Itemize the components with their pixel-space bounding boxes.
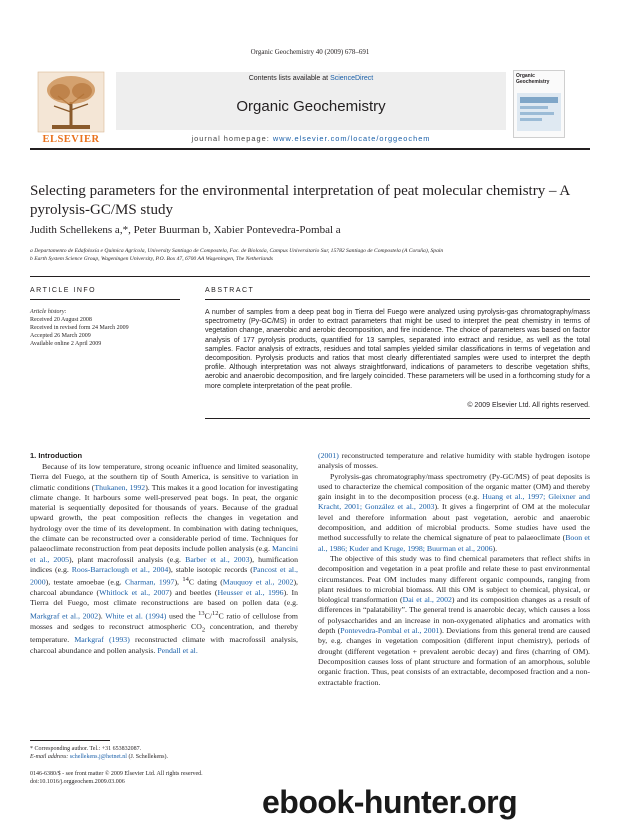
history-accepted: Accepted 26 March 2009	[30, 333, 91, 339]
intro-right-column: (2001) reconstructed temperature and relative humidity with stable hydrogen isotope analysis of mosses. Pyrolysis-gas chromatography/mass spectrometry (Py-GC/MS) of peat deposits is used to characterize the chemical composition of the organic matter (OM) and thereby gain insight in to the decomposition process (e.g. Huang et al., 1997; Gleixner and Kracht, 2001; González et al., 2003). It gives a fingerprint of OM at the molecular level and therefore information about past vegetation, aerobic and anaerobic decomposition, and addition of microbial products. Some studies have used the method successfully to relate the chemical signature of peat to palaeoclimate (Boon et al., 1986; Kuder and Kruge, 1998; Buurman et al., 2006). The objective of this study was to find chemical parameters that reflect shifts in decomposition and vegetation in a peat profile and relate these to past environmental circumstances. Peat OM includes many different organic compounds, ranging from plant residues to microbial biomass. All this OM is subject to chemical, physical, or biological transformation (Dai et al., 2002) and its composition changes as a result of differences in “palatability”. The general trend is anaerobic decay, which causes a loss of polysaccharides and an increase in non-oxygenated aliphatics and aromatics with depth (Pontevedra-Pombal et al., 2001). Deviations from this general trend are caused by, e.g. changes in vegetation composition (different input chemistry), periods of drought (different vegetation + prevalent aerobic decay) and fires (charring of OM). Decomposition causes loss of plant structure and formation of an amorphous, soluble organic fraction. Thus, peat consists of an extractable, decomposed fraction and a non-extractable fraction.	[318, 451, 591, 687]
footnote-rule	[30, 740, 110, 741]
cover-title: Organic Geochemistry	[516, 73, 550, 85]
homepage-prefix: journal homepage:	[191, 134, 273, 143]
corresponding-author: * Corresponding author. Tel.: +31 653832087.	[30, 746, 142, 752]
article-info-heading: ARTICLE INFO	[30, 287, 97, 294]
abstract-text: A number of samples from a deep peat bog in Tierra del Fuego were analyzed using pyrolysis-gas chromatography/mass spectrometry (Py-GC/MS) in order to extract parameters that might be used to interpret the peat chemistry in terms of vegetation change, anaerobic and aerobic decomposition, and fire incidence. The choice of parameters was based on factor analysis of 177 pyrolysis products, quantified for 13 samples, separated into extract and residue, as well as the total samples. Factor analysis of extracts, residues and total samples yielded similar classifications in terms of vegetation and decomposition. Pyrolysis products and ratios that most clearly differentiated samples were used to interpret the depth profile. Although interpretation was not always straightforward, indications of parameters to describe vegetation shifts, aerobic and anaerobic decomposition, and fire largely coincided. These parameters will be used in a forthcoming study for a more complete interpretation of the peat profile.	[205, 309, 590, 390]
journal-title: Organic Geochemistry	[236, 98, 386, 115]
article-authors: Judith Schellekens a,*, Peter Buurman b, Xabier Pontevedra-Pombal a	[30, 224, 341, 236]
elsevier-logo-text: ELSEVIER	[42, 134, 100, 145]
homepage-link[interactable]: www.elsevier.com/locate/orggeochem	[272, 134, 431, 143]
abstract-heading: ABSTRACT	[205, 287, 255, 294]
section-rule	[30, 276, 590, 277]
abstract-end-rule	[205, 418, 590, 419]
abstract-copyright: © 2009 Elsevier Ltd. All rights reserved.	[467, 402, 590, 409]
sciencedirect-link[interactable]: ScienceDirect	[330, 75, 374, 82]
abstract-rule	[205, 299, 590, 300]
issn-block	[30, 770, 298, 786]
history-revised: Received in revised form 24 March 2009	[30, 325, 129, 331]
history-online: Available online 2 April 2009	[30, 341, 102, 347]
email-line	[30, 753, 298, 761]
footnote	[30, 745, 298, 761]
email-label: E-mail address:	[30, 754, 70, 760]
watermark-text: ebook-hunter.org	[262, 784, 518, 820]
elsevier-tree-icon	[30, 70, 112, 138]
journal-reference: Organic Geochemistry 40 (2009) 678–691	[250, 48, 370, 56]
journal-homepage	[116, 134, 506, 143]
email-suffix: (J. Schellekens).	[126, 754, 168, 760]
introduction-heading: 1. Introduction	[30, 451, 83, 460]
header-rule	[30, 148, 590, 150]
history-received: Received 20 August 2008	[30, 317, 92, 323]
contents-prefix: Contents lists available at	[248, 75, 331, 82]
affiliation-b: b Earth System Science Group, Wageningen University, P.O. Box 47, 6700 AA Wageningen, The Netherlands	[30, 256, 273, 262]
email-link[interactable]: schellekens.j@hetnet.nl	[69, 754, 127, 760]
affiliation-a: a Departamento de Edafoloxía e Química Agrícola, University Santiago de Compostela, Fac. de Bioloxía, Campus Universitario Sur, 15782 Santiago de Compostela (A Coruña), Spain	[30, 248, 444, 254]
intro-left-column: Because of its low temperature, strong oceanic influence and limited seasonality, Tierra del Fuego, at the southern tip of South America, is sensitive to variation in climatic conditions (Thukanen, 1992). This makes it a good location for investigating climate change. It harbours some well-preserved peat bogs. In peat, the organic material is sequentially deposited for thousands of years. Because of the gradual upward growth, the peat composition reflects the changes in vegetation and hydrology over the time of its development. In combination with dating techniques, the climate can be reconstructed over a considerable period of time. Techniques for palaeoclimate reconstruction from peat deposits include pollen analysis (e.g. Mancini et al., 2005), plant macrofossil analysis (e.g. Barber et al., 2003), humification indices (e.g. Roos-Barraclough et al., 2004), stable isotopic records (Pancost et al., 2000), testate amoebae (e.g. Charman, 1997), $^{14}$C dating (Mauquoy et al., 2002), charcoal abundance (Whitlock et al., 2007) and beetles (Heusser et al., 1996). In Tierra del Fuego, most climate reconstructions are based on pollen data (e.g. Markgraf et al., 2002). White et al. (1994) used the $^{13}$C/$^{12}$C ratio of cellulose from mosses and sedges to reconstruct atmospheric $CO_2$ concentration, and thereby temperature. Markgraf (1993) reconstructed climate with macrofossil analysis, charcoal abundance and pollen analysis. Pendall et al.	[30, 462, 299, 655]
history-label: Article history:	[30, 309, 67, 315]
article-title: Selecting parameters for the environmental interpretation of peat molecular chemistry – A pyrolysis-GC/MS study	[30, 183, 570, 218]
article-history	[30, 308, 180, 348]
doi-line: doi:10.1016/j.orggeochem.2009.03.006	[30, 779, 125, 785]
contents-line	[116, 75, 506, 82]
issn-line: 0146-6380/$ - see front matter © 2009 Elsevier Ltd. All rights reserved.	[30, 771, 203, 777]
info-rule	[30, 299, 180, 300]
